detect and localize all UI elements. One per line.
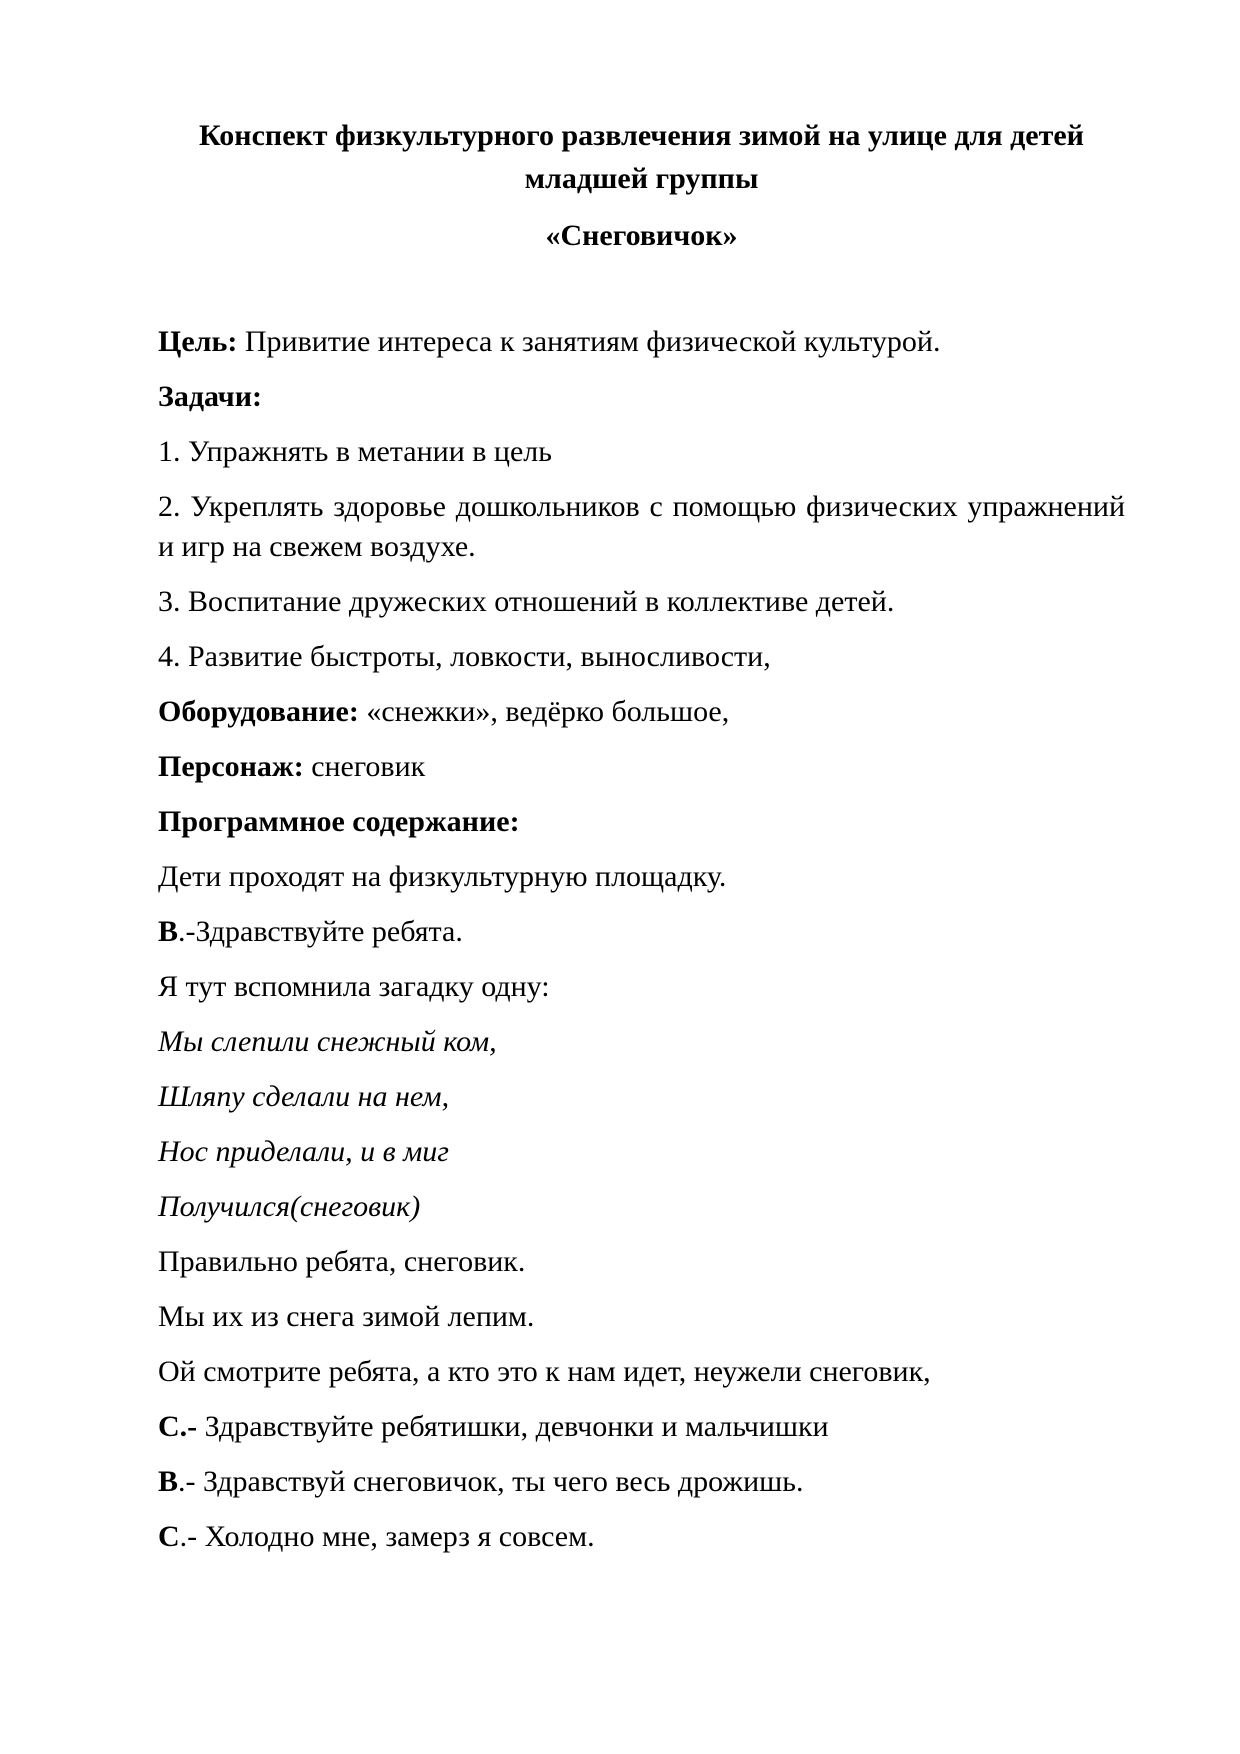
- paragraph-italic-text: Мы слепили снежный ком,: [158, 1025, 497, 1058]
- paragraph-text: .- Холодно мне, замерз я совсем.: [179, 1520, 595, 1553]
- paragraph: [158, 1462, 1125, 1502]
- paragraph-text: Правильно ребята, снеговик.: [158, 1245, 526, 1278]
- paragraph-text: Привитие интереса к занятиям физической культурой.: [237, 325, 941, 358]
- paragraph: [158, 1187, 1125, 1227]
- paragraph-lead: Программное содержание:: [158, 805, 520, 838]
- paragraph: [158, 692, 1125, 732]
- paragraph-lead: Оборудование:: [158, 695, 359, 728]
- paragraph-italic-text: Шляпу сделали на нем,: [158, 1080, 450, 1113]
- paragraph-lead: С.-: [158, 1410, 198, 1443]
- document-title-line-2: младшей группы: [524, 162, 759, 195]
- paragraph-text: снеговик: [303, 750, 426, 783]
- paragraph: [158, 857, 1125, 897]
- document-subtitle: «Снеговичок»: [545, 219, 738, 252]
- paragraph: [158, 967, 1125, 1007]
- paragraph-lead: Персонаж:: [158, 750, 304, 783]
- paragraph-text: .- Здравствуй снеговичок, ты чего весь дрожишь.: [178, 1465, 804, 1498]
- paragraph-lead: В: [158, 915, 179, 948]
- paragraph: [158, 1132, 1125, 1172]
- paragraph-text: Мы их из снега зимой лепим.: [158, 1300, 535, 1333]
- paragraph: [158, 377, 1125, 417]
- paragraph: [158, 432, 1125, 472]
- paragraph-text: «снежки», ведёрко большое,: [358, 695, 730, 728]
- paragraph-text: 2. Укреплять здоровье дошкольников с помощью физических упражнений и игр на свежем воздухе.: [158, 490, 1125, 563]
- paragraph-italic-text: Нос приделали, и в миг: [158, 1135, 449, 1168]
- paragraph: [158, 322, 1125, 362]
- paragraph-italic-text: Получился(снеговик): [158, 1190, 421, 1223]
- paragraph-text: 4. Развитие быстроты, ловкости, выносливости,: [158, 640, 771, 673]
- paragraph: [158, 487, 1125, 567]
- document-title-line-1: Конспект физкультурного развлечения зимой на улице для детей: [199, 119, 1084, 152]
- paragraph: [158, 1297, 1125, 1337]
- paragraph: [158, 912, 1125, 952]
- paragraph: [158, 802, 1125, 842]
- paragraph: [158, 747, 1125, 787]
- paragraph: [158, 1242, 1125, 1282]
- paragraph: [158, 582, 1125, 622]
- paragraph: [158, 637, 1125, 677]
- paragraph-text: Здравствуйте ребятишки, девчонки и мальчишки: [197, 1410, 829, 1443]
- paragraph-lead: С: [158, 1520, 180, 1553]
- paragraph-lead: Цель:: [158, 325, 238, 358]
- document-body: [158, 322, 1125, 1557]
- document-title: [158, 114, 1125, 200]
- paragraph: [158, 1022, 1125, 1062]
- paragraph-text: 1. Упражнять в метании в цель: [158, 435, 552, 468]
- paragraph: [158, 1517, 1125, 1557]
- paragraph-lead: Задачи:: [158, 380, 263, 413]
- paragraph-text: .-Здравствуйте ребята.: [178, 915, 463, 948]
- paragraph-text: Дети проходят на физкультурную площадку.: [158, 860, 727, 893]
- paragraph-lead: В: [158, 1465, 179, 1498]
- paragraph: [158, 1407, 1125, 1447]
- paragraph: [158, 1352, 1125, 1392]
- paragraph-text: 3. Воспитание дружеских отношений в коллективе детей.: [158, 585, 895, 618]
- paragraph-text: Я тут вспомнила загадку одну:: [158, 970, 550, 1003]
- paragraph-text: Ой смотрите ребята, а кто это к нам идет, неужели снеговик,: [158, 1355, 931, 1388]
- paragraph: [158, 1077, 1125, 1117]
